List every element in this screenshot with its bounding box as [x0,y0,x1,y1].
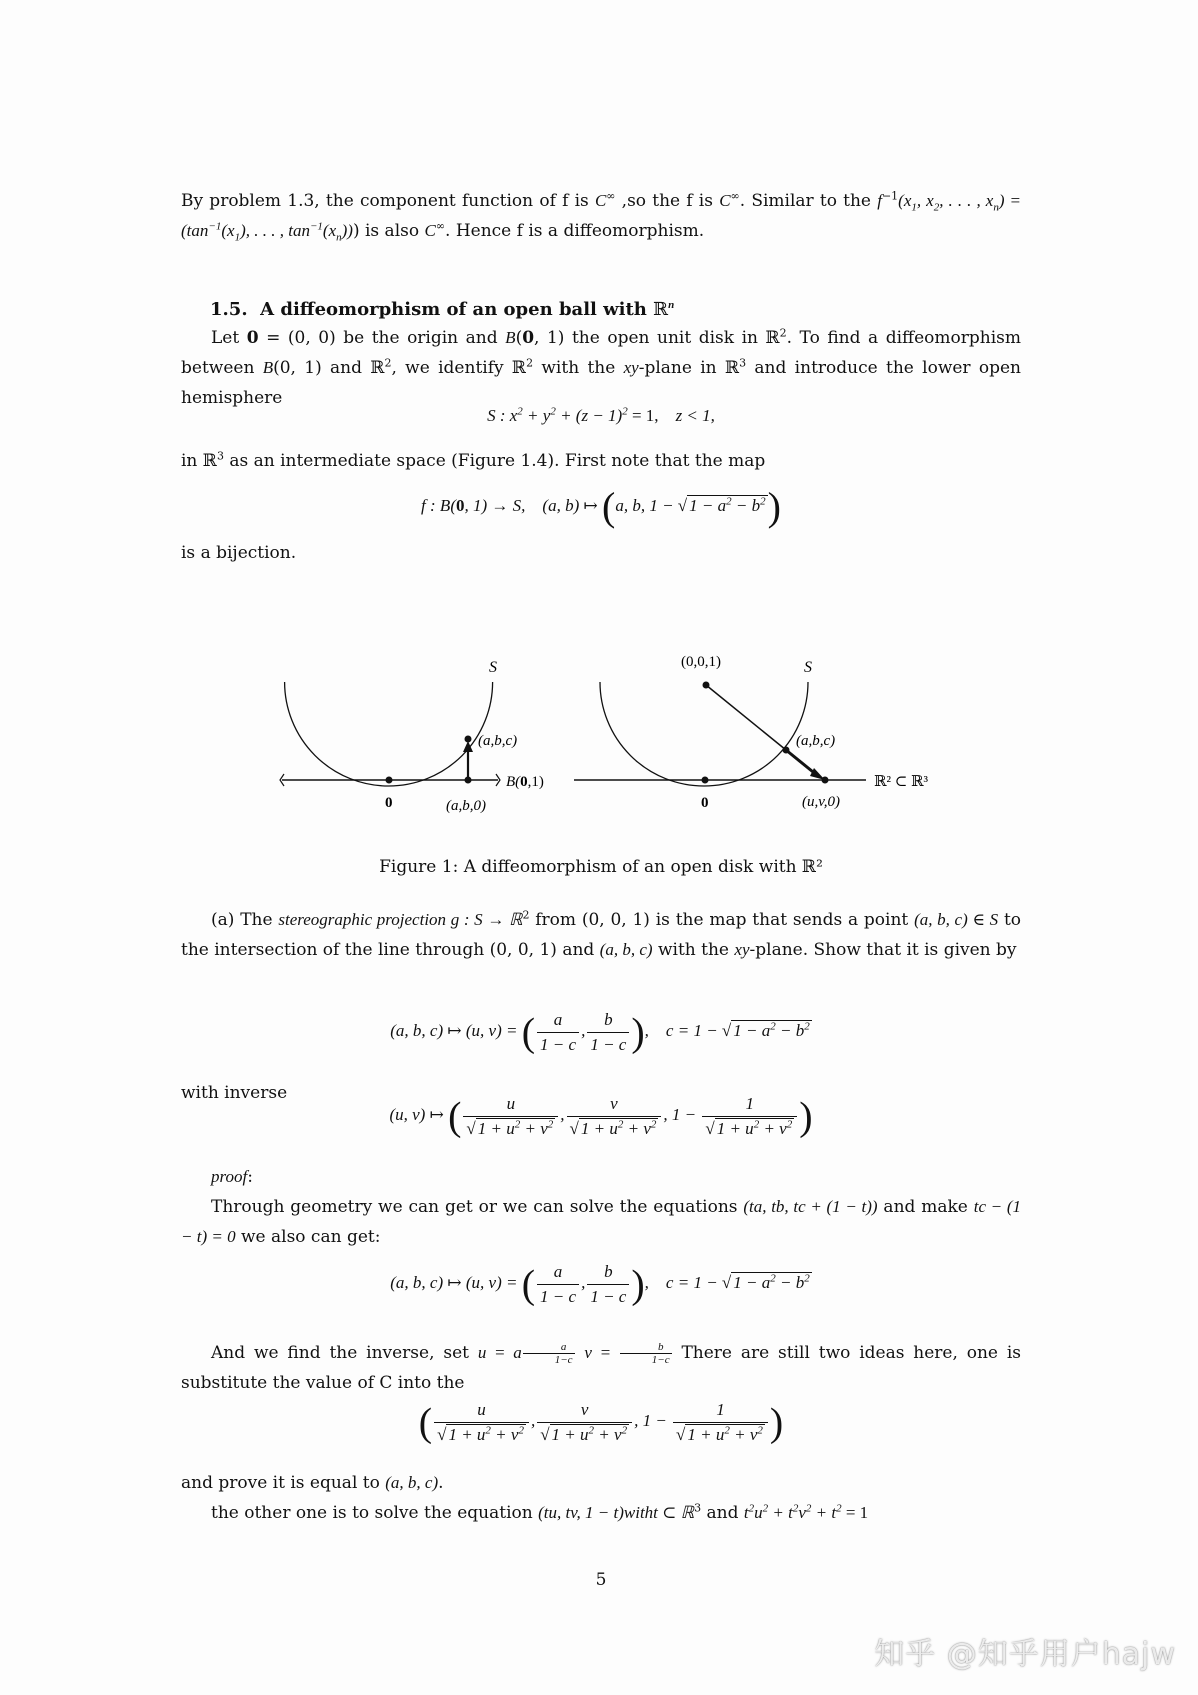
paragraph-find-inverse: And we find the inverse, set u = a $\frac{a}{1-c}$ v = $\frac{b}{1-c}$ There are still two ideas here, one is substitute the value of C into the [181,1341,1021,1393]
right-abc-dot [783,747,790,754]
right-001-dot [703,682,710,689]
right-hemisphere-arc [600,682,808,786]
equation-inverse-tuple: ( $\frac{u}{√ 1 + u^2 + v^2}$ , $\frac{v}{√ 1 + u^2 + v^2}$ , 1 − $\frac{1}{√ 1 + u^2 + v^2}$ ) [418,1400,784,1445]
left-abc-label: (a,b,c) [478,733,518,749]
section-heading: 1.5. A diffeomorphism of an open ball with ℝ$^n$ [210,299,675,320]
left-origin-dot [386,777,393,784]
left-s-label: S [489,659,497,676]
proof-label: proof: [211,1167,253,1187]
equation-projection-g: (a, b, c) ↦ (u, v) = ( $\frac{a}{1 - c}$ , $\frac{b}{1 - c}$ ), c = 1 − √ $1 - a^2 - b^2$ [390,1010,810,1055]
paragraph-setup: Let 0 = (0, 0) be the origin and B(0, 1) the open unit disk in ℝ$^2$. To find a diffeomorphism between B(0, 1) and ℝ$^2$, we identify ℝ$^2$ with the xy-plane in ℝ$^3$ and introduce the lower open hemisphere [181,326,1021,408]
left-ab0-label: (a,b,0) [446,798,486,814]
figure-diffeomorphism [0,640,1198,820]
paragraph-prove-equal: and prove it is equal to (a, b, c). [181,1473,444,1493]
figure-caption: Figure 1: A diffeomorphism of an open disk with ℝ² [379,857,823,877]
left-abc-dot [465,736,472,743]
left-arrow-head [463,741,473,752]
label-with-inverse: with inverse [181,1083,288,1103]
right-uv0-label: (u,v,0) [802,794,841,810]
paragraph-proof-geometry: Through geometry we can get or we can solve the equations (ta, tb, tc + (1 − t)) and make tc − (1 − t) = 0 we also can get: [181,1197,1022,1247]
left-zero-label: 0 [385,795,393,811]
right-s-label: S [804,659,812,676]
right-uv0-dot [822,777,829,784]
left-b01-label: B(0,1) [506,774,544,790]
right-r2r3-label: ℝ² ⊂ ℝ³ [874,774,928,790]
equation-inverse: (u, v) ↦ ( $\frac{u}{√ 1 + u^2 + v^2}$ , $\frac{v}{√ 1 + u^2 + v^2}$ , 1 − $\frac{1}{√ 1 + u^2 + v^2}$ ) [389,1094,813,1139]
equation-hemisphere: S : $x^2 + y^2 + (z - 1)^2 = 1$, z < 1, [487,405,715,425]
left-ab0-dot [465,777,472,784]
watermark: 知乎 @知乎用户hajw [874,1637,1176,1672]
right-abc-label: (a,b,c) [796,733,836,749]
equation-map-f: f : B(0, 1) → S, (a, b) ↦ (a, b, 1 − √ $1 - a^2 - b^2$) [421,484,781,530]
paragraph-intermediate: in ℝ$^3$ as an intermediate space (Figure 1.4). First note that the map [181,449,766,471]
paragraph-stereographic: (a) The stereographic projection g : S → ℝ$^2$ from (0, 0, 1) is the map that sends a point (a, b, c) ∈ S to the intersection of the line through (0, 0, 1) and (a, b, c) with the xy-plane. Show that it is given by [181,908,1022,960]
paragraph-bijection: is a bijection. [181,543,297,563]
paragraph-other-idea: the other one is to solve the equation (tu, tv, 1 − t)witht ⊂ ℝ$^3$ and $t^2u^2 + t^2v^2 + t^2 = 1$ [211,1501,869,1523]
equation-projection-g-repeat: (a, b, c) ↦ (u, v) = ( $\frac{a}{1 - c}$ , $\frac{b}{1 - c}$ ), c = 1 − √ $1 - a^2 - b^2$ [390,1262,810,1307]
left-hemisphere-arc [285,682,493,786]
paragraph-intro: By problem 1.3, the component function of f is C∞ ,so the f is C∞. Similar to the $f^{-1}(x_1$, $x_2$, . . . , $x_n) = (\tan^{-1}(x_1)$, . . . , $\tan^{-1}(x_n)$)) is also C∞. Hence f is a diffeomorphism. [181,189,1022,244]
right-zero-label: 0 [701,795,709,811]
right-001-label: (0,0,1) [681,654,721,670]
page-number: 5 [595,1570,607,1590]
right-projection-line-upper [706,685,786,750]
right-origin-dot [702,777,709,784]
